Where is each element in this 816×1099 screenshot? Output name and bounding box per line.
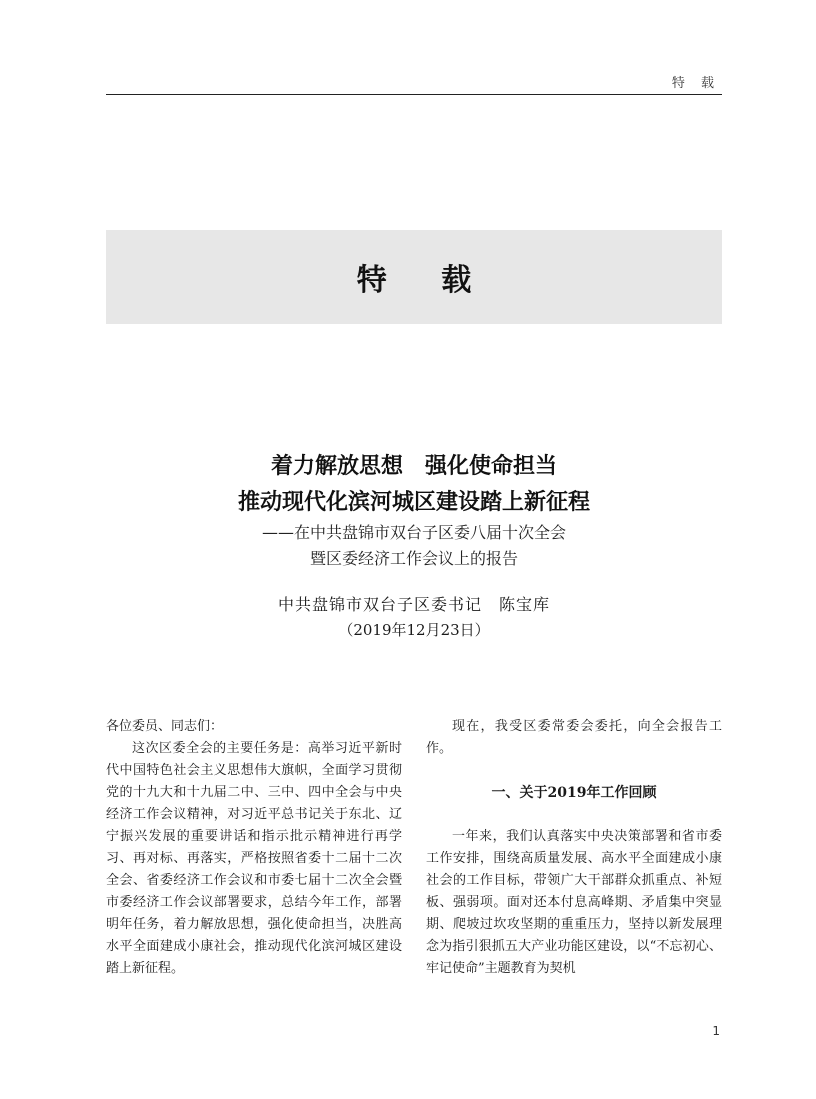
running-header-label: 特 载 <box>671 76 720 91</box>
body-paragraph: 一年来，我们认真落实中央决策部署和省市委工作安排，围绕高质量发展、高水平全面建成小康社会的工作目标，带领广大干部群众抓重点、补短板、强弱项。面对还本付息高峰期、矛盾集中突显期、爬坡过坎攻坚期的重重压力，坚持以新发展理念为指引狠抓五大产业功能区建设，以“不忘初心、牢记使命”主题教育为契机 <box>426 829 722 976</box>
running-header <box>106 72 722 95</box>
article-header <box>106 448 722 642</box>
page-number: 1 <box>712 1024 720 1038</box>
article-subtitle-line-2: 暨区委经济工作会议上的报告 <box>309 549 518 568</box>
body-column-left <box>106 716 402 980</box>
body-column-right <box>426 716 722 980</box>
section-heading: 一、关于2019年工作回顾 <box>491 785 657 801</box>
intro-paragraph: 现在，我受区委常委会委托，向全会报告工作。 <box>426 719 722 756</box>
body-paragraph: 这次区委全会的主要任务是：高举习近平新时代中国特色社会主义思想伟大旗帜，全面学习贯彻党的十九大和十九届二中、三中、四中全会与中央经济工作会议精神，对习近平总书记关于东北、辽宁振兴发展的重要讲话和指示批示精神进行再学习、再对标、再落实，严格按照省委十二届十二次全会、省委经济工作会议和市委七届十二次全会暨市委经济工作会议部署要求，总结今年工作，部署明年任务，着力解放思想，强化使命担当，决胜高水平全面建成小康社会，推动现代化滨河城区建设踏上新征程。 <box>106 741 402 976</box>
section-banner-title: 特 载 <box>356 263 494 298</box>
article-title-line-2: 推动现代化滨河城区建设踏上新征程 <box>237 489 590 515</box>
section-banner <box>106 230 722 324</box>
article-title-line-1: 着力解放思想 强化使命担当 <box>270 453 557 479</box>
article-author: 中共盘锦市双台子区委书记 陈宝库 <box>277 595 550 614</box>
salutation: 各位委员、同志们： <box>106 719 224 734</box>
article-date: （2019年12月23日） <box>338 621 490 639</box>
article-subtitle-line-1: ——在中共盘锦市双台子区委八届十次全会 <box>261 523 566 542</box>
